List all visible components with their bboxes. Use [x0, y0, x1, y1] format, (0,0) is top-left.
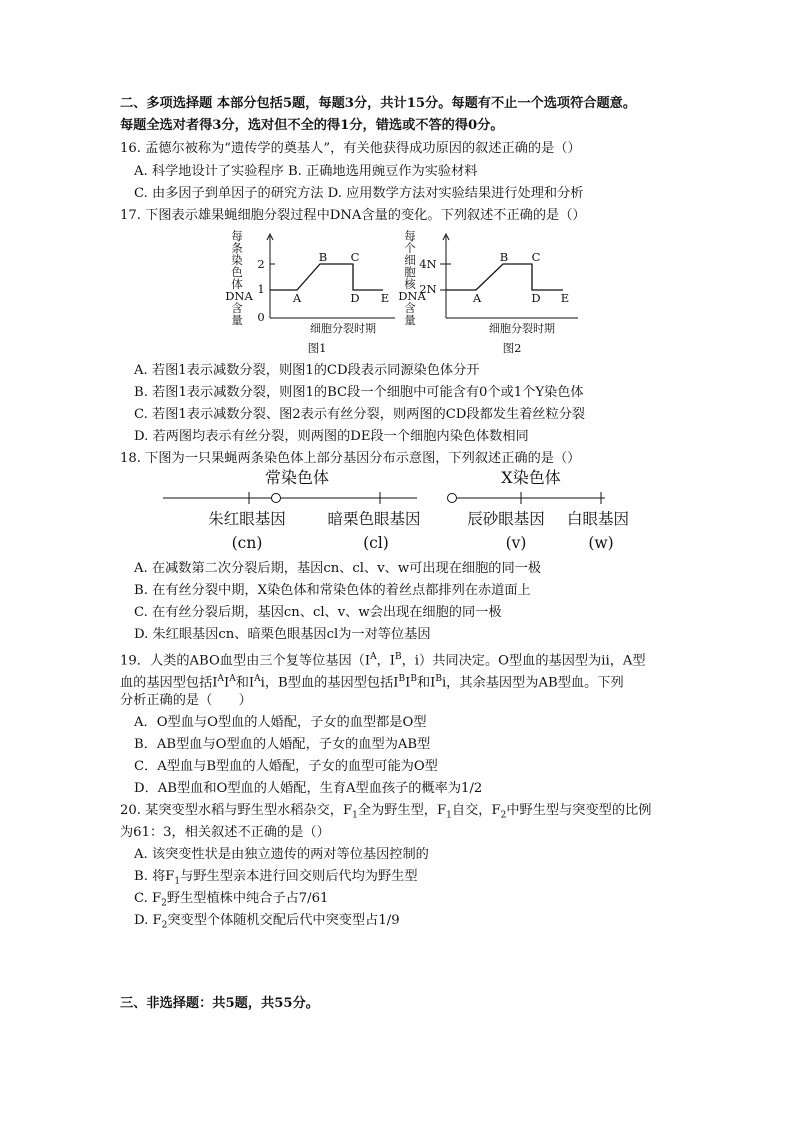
fig2-ytick-2n: 2N — [419, 282, 437, 296]
q18-chromosome-figure — [155, 466, 655, 556]
fig2-point-a: A — [472, 291, 482, 305]
fig2-curve — [446, 264, 563, 290]
fig1-caption: 图1 — [307, 341, 327, 355]
q18-option-b: B. 在有丝分裂中期，X染色体和常染色体的着丝点都排列在赤道面上 — [134, 583, 531, 598]
q16-stem: 16. 孟德尔被称为“遗传学的奠基人”，有关他获得成功原因的叙述正确的是（） — [120, 141, 581, 156]
q17-figure-2 — [398, 228, 588, 358]
q19-stem-line1: 19．人类的ABO血型由三个复等位基因（$I^A$，$I^B$，i）共同决定。O型血的基因型为ii，A型 — [120, 652, 646, 669]
x-centromere — [448, 494, 457, 503]
fig1-ylabel-4: 体 — [231, 277, 243, 291]
fig2-ylabel-1: 个 — [404, 241, 416, 255]
q20-option-d: D. $F_2$突变型个体随机交配后代中突变型占1/9 — [134, 913, 400, 931]
fig1-point-b: B — [318, 250, 328, 264]
q19-option-a: A．O型血与O型血的人婚配，子女的血型都是O型 — [134, 715, 427, 730]
q17-option-d: D. 若两图均表示有丝分裂，则两图的DE段一个细胞内染色体数相同 — [134, 429, 529, 444]
q19-option-c: C．A型血与B型血的人婚配，子女的血型可能为O型 — [134, 759, 438, 774]
section3-title: 三、非选择题：共5题，共55分。 — [120, 996, 319, 1011]
gene-cn-name: 朱红眼基因 — [208, 510, 286, 528]
fig2-ylabel-3: 胞 — [404, 265, 416, 279]
q17-option-b: B. 若图1表示减数分裂，则图1的BC段一个细胞中可能含有0个或1个Y染色体 — [134, 385, 584, 400]
fig1-xlabel: 细胞分裂时期 — [310, 322, 376, 335]
fig2-ylabel-dna: DNA — [398, 289, 426, 303]
fig2-ylabel-4: 核 — [404, 277, 416, 291]
q17-stem: 17. 下图表示雄果蝇细胞分裂过程中DNA含量的变化。下列叙述不正确的是（） — [120, 208, 586, 223]
q17-figure-1 — [225, 228, 400, 358]
fig2-point-d: D — [531, 291, 541, 305]
q19-stem-line3: 分析正确的是（ ） — [120, 693, 252, 708]
fig2-caption: 图2 — [502, 341, 522, 355]
fig1-ytick-2: 2 — [257, 257, 265, 271]
gene-cn-symbol: (cn) — [231, 534, 263, 552]
section2-line2: 每题全选对者得3分，选对但不全的得1分，错选或不答的得0分。 — [120, 118, 504, 133]
fig1-point-c: C — [350, 250, 360, 264]
q19-option-b: B．AB型血与O型血的人婚配，子女的血型为AB型 — [134, 737, 431, 752]
fig1-ylabel-1: 条 — [231, 241, 243, 255]
fig2-ylabel-liang: 量 — [404, 313, 416, 327]
q17-option-a: A. 若图1表示减数分裂，则图1的CD段表示同源染色体分开 — [134, 363, 480, 378]
fig2-ylabel-2: 细 — [404, 253, 416, 267]
q20-stem-line1: 20. 某突变型水稻与野生型水稻杂交，$F_1$全为野生型，$F_1$自交，$F_2$中野生型与突变型的比例 — [120, 803, 652, 821]
fig1-ylabel-2: 染 — [231, 253, 243, 267]
fig1-ytick-0: 0 — [257, 310, 265, 324]
fig2-ylabel-han: 含 — [404, 301, 416, 315]
fig1-point-e: E — [380, 291, 390, 305]
gene-w-symbol: (w) — [588, 534, 614, 552]
q20-stem-line2: 为61：3，相关叙述不正确的是（） — [120, 825, 330, 840]
x-chromosome-label: X染色体 — [501, 468, 561, 487]
gene-cl-symbol: (cl) — [363, 534, 389, 552]
gene-cl-name: 暗栗色眼基因 — [327, 510, 421, 528]
q20-option-b: B. 将$F_1$与野生型亲本进行回交则后代均为野生型 — [134, 869, 418, 887]
q18-option-c: C. 在有丝分裂后期，基因cn、cl、v、w会出现在细胞的同一极 — [134, 605, 502, 620]
fig1-ylabel-3: 色 — [231, 265, 243, 279]
q19-option-d: D．AB型血和O型血的人婚配，生育A型血孩子的概率为1/2 — [134, 781, 483, 796]
fig1-ylabel-0: 每 — [231, 229, 243, 243]
fig1-ylabel-dna: DNA — [225, 289, 253, 303]
q18-option-a: A. 在减数第二次分裂后期，基因cn、cl、v、w可出现在细胞的同一极 — [134, 561, 542, 576]
autosome-label: 常染色体 — [264, 468, 330, 487]
q18-stem: 18. 下图为一只果蝇两条染色体上部分基因分布示意图，下列叙述正确的是（） — [120, 451, 581, 466]
fig1-ylabel-han: 含 — [231, 301, 243, 315]
fig1-point-a: A — [292, 291, 302, 305]
fig2-point-e: E — [560, 291, 570, 305]
autosome-centromere — [272, 494, 281, 503]
gene-v-symbol: (v) — [505, 534, 527, 552]
q18-option-d: D. 朱红眼基因cn、暗栗色眼基因cl为一对等位基因 — [134, 627, 431, 642]
fig2-xlabel: 细胞分裂时期 — [489, 322, 555, 335]
fig2-ytick-4n: 4N — [419, 257, 437, 271]
q20-option-a: A. 该突变性状是由独立遗传的两对等位基因控制的 — [134, 847, 429, 862]
fig1-ytick-1: 1 — [257, 282, 265, 296]
gene-v-name: 辰砂眼基因 — [467, 510, 545, 528]
q20-option-c: C. $F_2$野生型植株中纯合子占7/61 — [134, 891, 329, 909]
fig1-point-d: D — [350, 291, 360, 305]
fig2-ylabel-0: 每 — [404, 229, 416, 243]
fig1-curve — [270, 264, 383, 290]
q17-option-c: C. 若图1表示减数分裂、图2表示有丝分裂，则两图的CD段都发生着丝粒分裂 — [134, 407, 586, 422]
section2-line1: 二、多项选择题 本部分包括5题，每题3分，共计15分。每题有不止一个选项符合题意。 — [120, 96, 637, 111]
q16-option-cd: C. 由多因子到单因子的研究方法 D. 应用数学方法对实验结果进行处理和分析 — [134, 186, 584, 201]
q16-option-ab: A. 科学地设计了实验程序 B. 正确地选用豌豆作为实验材料 — [134, 164, 478, 179]
fig2-point-c: C — [531, 250, 541, 264]
fig1-ylabel-liang: 量 — [231, 313, 243, 327]
q19-stem-line2: 血的基因型包括$I^AI^A$和$I^Ai$，B型血的基因型包括$I^BI^B$和$I^Bi$，其余基因型为AB型血。下列 — [120, 674, 624, 691]
gene-w-name: 白眼基因 — [566, 510, 630, 528]
fig2-point-b: B — [499, 250, 509, 264]
